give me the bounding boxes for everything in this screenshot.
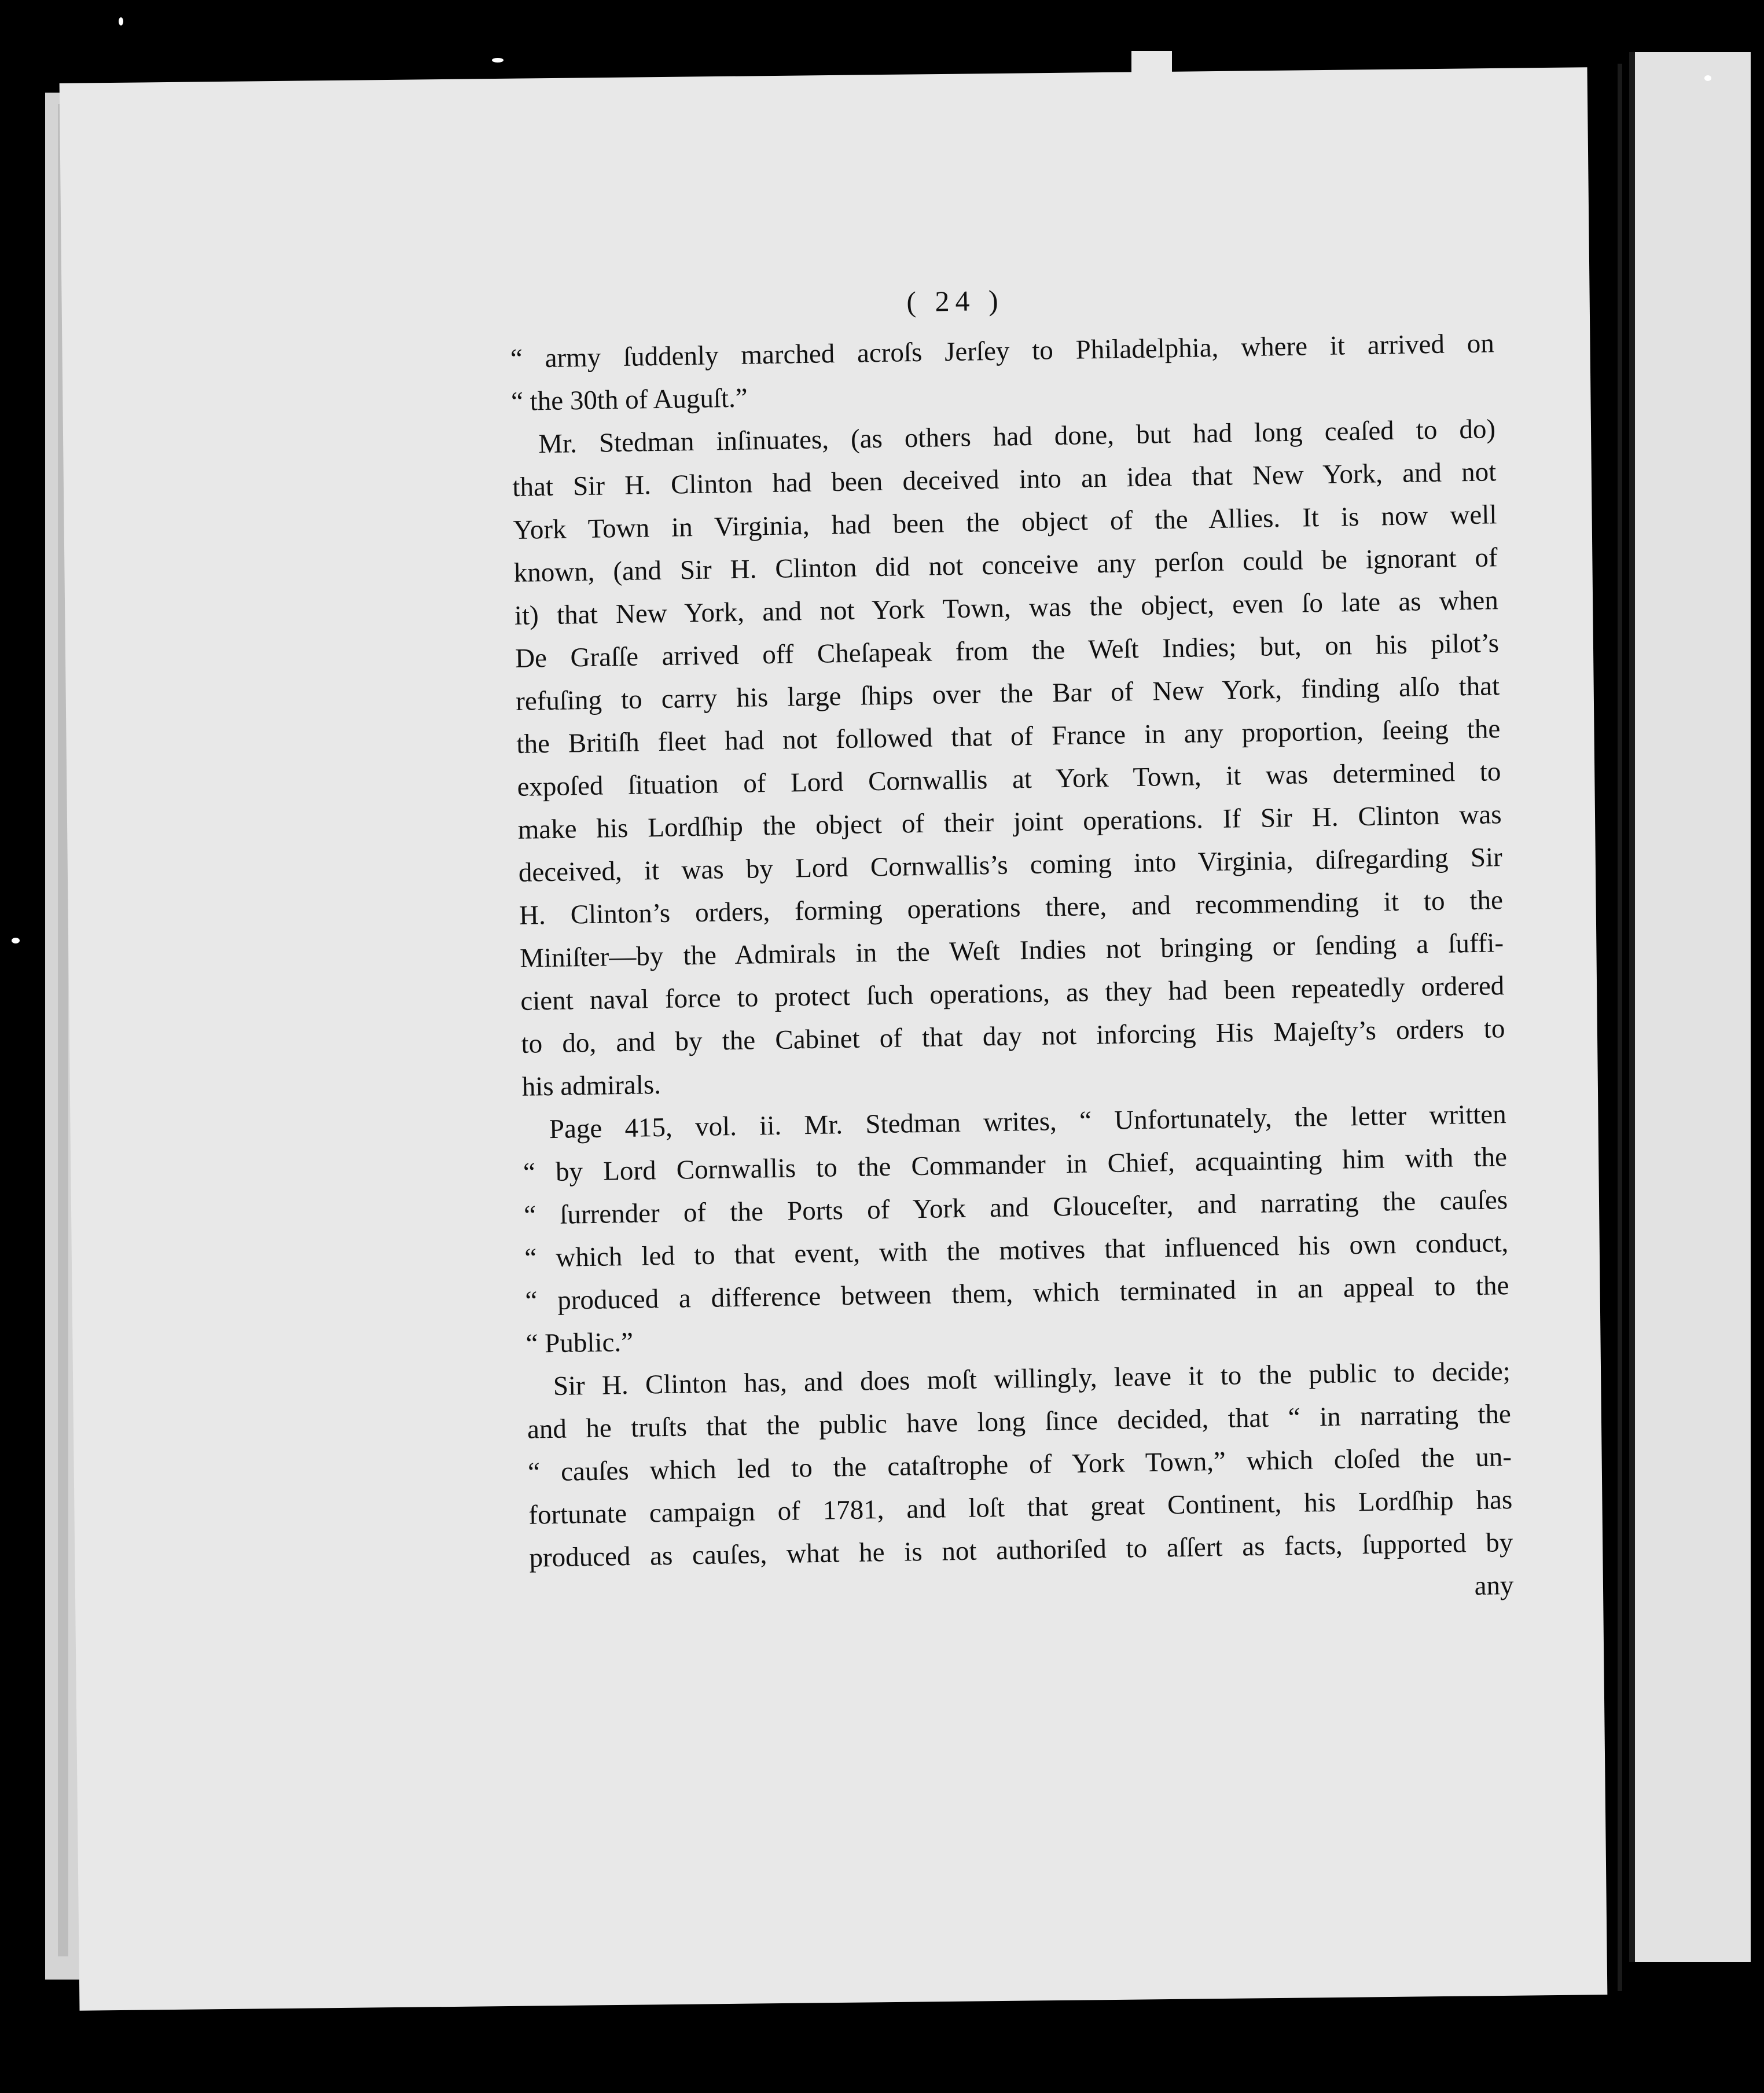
text-line: Sir H. Clinton has, and does moſt willingly, leave it to the public to decide; [553,1356,1511,1402]
text-line: “ Public.” [525,1327,634,1359]
text-line: De Graſſe arrived off Cheſapeak from the Weſt Indies; but, on his pilot’s [514,628,1500,674]
text-line: to do, and by the Cabinet of that day not inforcing His Majeſty’s orders to [521,1014,1505,1059]
text-line: it) that New York, and not York Town, was the object, even ſo late as when [514,585,1499,631]
text-line: “ produced a difference between them, which terminated in an appeal to the [525,1271,1509,1316]
catchword: any [1474,1570,1514,1602]
text-line: expoſed ſituation of Lord Cornwallis at York Town, it was determined to [517,757,1501,802]
text-line: Page 415, vol. ii. Mr. Stedman writes, “ Unfortunately, the letter written [549,1099,1507,1145]
text-line: refuſing to carry his large ſhips over the Bar of New York, finding alſo that [515,671,1500,717]
text-line: Miniſter—by the Admirals in the Weſt Indies not bringing or ſending a ſuffi- [519,928,1504,974]
text-line: and he truſts that the public have long ſince decided, that “ in narrating the [527,1399,1512,1445]
page-number: ( 24 ) [906,284,1005,318]
text-line: H. Clinton’s orders, forming operations there, and recommending it to the [519,885,1504,931]
adjacent-page [1629,52,1751,1962]
text-line: “ ſurrender of the Ports of York and Glouceſter, and narrating the cauſes [523,1185,1508,1231]
text-line: “ army ſuddenly marched acroſs Jerſey to Philadelphia, where it arrived on [510,328,1495,374]
text-line: cient naval force to protect ſuch operations, as they had been repeatedly ordered [520,971,1505,1016]
page-tab [1131,51,1172,74]
text-line: Mr. Stedman inſinuates, (as others had done, but had long ceaſed to do) [538,414,1496,460]
text-line: the Britiſh fleet had not followed that of France in any proportion, ſeeing the [516,714,1501,759]
text-line: “ cauſes which led to the cataſtrophe of York Town,” which cloſed the un- [527,1442,1512,1488]
scan-speck [12,938,20,943]
scan-speck [1704,75,1711,81]
scan-speck [492,58,504,63]
text-line: York Town in Virginia, had been the object of the Allies. It is now well [513,500,1497,545]
text-line: “ which led to that event, with the motives that influenced his own conduct, [524,1228,1509,1273]
gutter-line [1618,64,1622,1991]
text-line: fortunate campaign of 1781, and loſt that great Continent, his Lordſhip has [528,1485,1513,1530]
text-line: “ by Lord Cornwallis to the Commander in Chief, acquainting him with the [523,1142,1508,1188]
text-line: deceived, it was by Lord Cornwallis’s coming into Virginia, diſregarding Sir [518,842,1503,888]
text-line: that Sir H. Clinton had been deceived into an idea that New York, and not [512,457,1497,502]
page-text [509,271,1514,1622]
text-line: produced as cauſes, what he is not authoriſed to aſſert as facts, ſupported by [529,1527,1513,1573]
text-line: his admirals. [521,1070,662,1102]
text-line: “ the 30th of Auguſt.” [510,383,748,417]
text-line: make his Lordſhip the object of their joint operations. If Sir H. Clinton was [517,799,1502,845]
text-line: known, (and Sir H. Clinton did not conceive any perſon could be ignorant of [513,542,1498,588]
scan-speck [119,17,123,25]
